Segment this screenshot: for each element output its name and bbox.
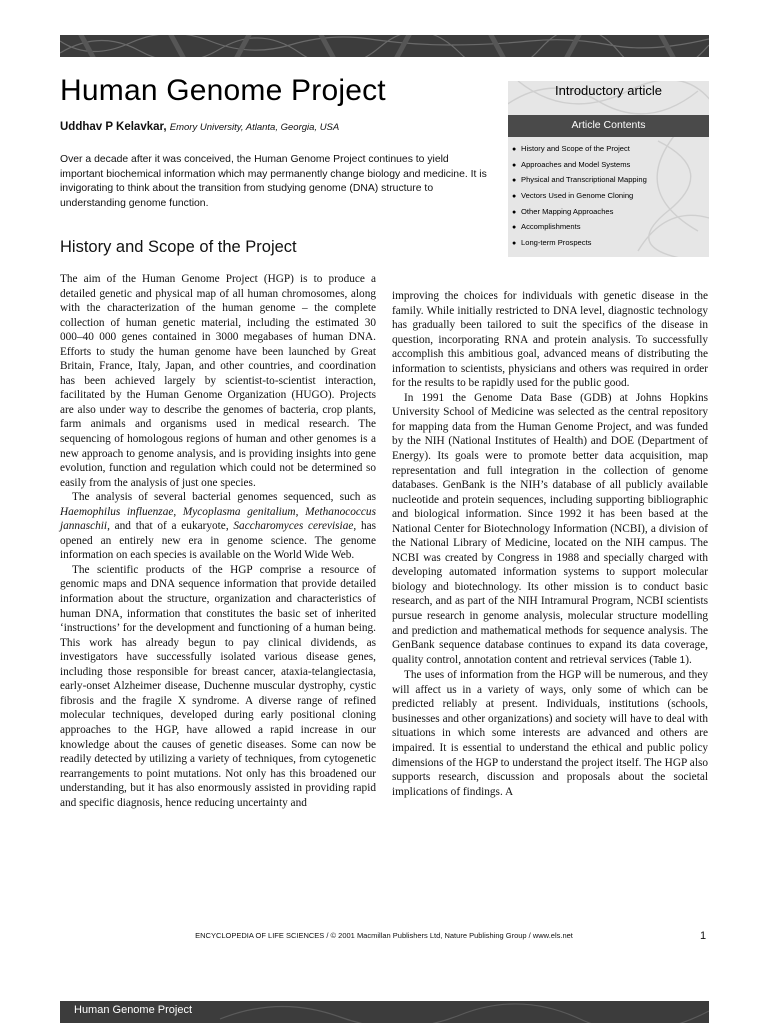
- author-affiliation: Emory University, Atlanta, Georgia, USA: [169, 122, 340, 133]
- contents-item-label: Approaches and Model Systems: [521, 159, 631, 169]
- body-paragraph: The analysis of several bacterial genomes sequenced, such as Haemophilus influenzae, Mycoplasma genitalium, Methanococcus jannaschii, and that of a eukaryote, Saccharomyces cerevisiae, has opened an entirely new era in genome science. The genome information on each species is available on the World Wide Web.: [60, 491, 377, 562]
- bullet-icon: ●: [512, 161, 517, 169]
- article-contents-sidebar: [508, 81, 709, 257]
- author-name: Uddhav P Kelavkar,: [60, 121, 167, 133]
- species-name: Saccharomyces cerevisiae: [233, 520, 354, 533]
- body-paragraph: In 1991 the Genome Data Base (GDB) at Johns Hopkins University School of Medicine was selected as the central repository for mapping data from the Human Genome Project, and was funded by the NIH (National Institutes of Health) and DOE (Department of Energy). Its goals were to promote better data acquisition, map representation and full integration in the collection of genome databases. GenBank is the NIH’s database of all publicly available nucleotide and protein sequences, including supporting bibliographic and biological information. Since 1992 it has been based at the National Center for Biotechnology Information (NCBI), a division of the National Library of Medicine, located on the NIH campus. The NCBI was created by Congress in 1988 and specially charged with developing automated information systems to support molecular biology and biotechnology. Its other mission is to conduct basic research, and as part of the NIH Intramural Program, NCBI scientists pursue research in genome analysis, molecular structure modelling and prediction and mathematical methods for sequence analysis. The GenBank sequence database continues to expand its data coverage, quality control, annotation content and retrieval services (Table 1).: [392, 391, 708, 666]
- contents-item-label: Physical and Transcriptional Mapping: [521, 175, 647, 185]
- contents-item[interactable]: [512, 235, 647, 251]
- bullet-icon: ●: [512, 240, 517, 248]
- contents-item-label: Accomplishments: [521, 222, 581, 232]
- contents-item[interactable]: [512, 188, 647, 204]
- article-contents-label: Article Contents: [571, 119, 646, 131]
- contents-item[interactable]: [512, 157, 647, 173]
- species-name: Mycoplasma genitalium: [182, 505, 296, 518]
- bullet-icon: ●: [512, 177, 517, 185]
- bullet-icon: ●: [512, 208, 517, 216]
- section-heading: History and Scope of the Project: [60, 238, 297, 256]
- body-paragraph: The scientific products of the HGP comprise a resource of genomic maps and DNA sequence information that provide detailed information about the structure, organization and characteristics of human DNA, information that constitutes the basic set of inherited ‘instructions’ for the development and functioning of a human being. This work has already begun to pay clinical dividends, as investigators have successfully isolated various disease genes, including those responsible for breast cancer, ataxia-telangiectasia, early-onset Alzheimer disease, Duchenne muscular dystrophy, cystic fibrosis and the fragile X syndrome. A diverse range of refined molecular techniques, developed during early positional cloning approaches to the HGP, have allowed a rapid increase in our knowledge about the causes of genetic diseases. Some can now be readily detected by utilizing a variety of techniques, from cytogenetic rearrangements to point mutations. Not only has this broadened our understanding, but it has also enormously assisted in providing rapid and specific diagnosis, hence reducing uncertainty and: [60, 563, 376, 809]
- article-contents-list: [512, 141, 647, 251]
- article-title: Human Genome Project: [60, 74, 386, 107]
- header-decorative-band: [60, 35, 709, 57]
- contents-item-label: Vectors Used in Genome Cloning: [521, 191, 634, 201]
- bullet-icon: ●: [512, 146, 517, 153]
- body-paragraph: The uses of information from the HGP will be numerous, and they will affect us in a variety of ways, only some of which can be predicted reliably at present. Individuals, institutions (schools, businesses and other organizations) and society will have to deal with situations in which some interests are advanced and others are impaired. It is essential to understand the ethical and public policy dimensions of the HGP to understand the project itself. The HGP also supports research, discussion and proposals about the societal implications of findings. A: [392, 669, 708, 798]
- article-contents-header: [508, 115, 709, 137]
- abstract: Over a decade after it was conceived, the Human Genome Project continues to yield important biochemical information which may permanently change biology and medicine. It is invigorating to think about the transition from studying genome (DNA) structure to understanding genome function.: [60, 154, 487, 209]
- author-line: [60, 121, 339, 133]
- page-number: 1: [700, 930, 707, 942]
- contents-item[interactable]: [512, 172, 647, 188]
- footer-citation: ENCYCLOPEDIA OF LIFE SCIENCES / © 2001 Macmillan Publishers Ltd, Nature Publishing Group / www.els.net: [195, 931, 573, 940]
- species-name: Methanococcus jannaschii: [60, 505, 376, 533]
- species-name: Haemophilus influenzae: [60, 505, 174, 518]
- contents-item[interactable]: [512, 141, 647, 157]
- bullet-icon: ●: [512, 193, 517, 201]
- body-paragraph: improving the choices for individuals with genetic disease in the family. While initially restricted to DNA level, diagnostic technology has gradually been tailored to suit the specifics of the disease in question, incorporating RNA and protein analysis. To successfully accomplish this ambitious goal, advanced means of distributing the information to scientists, physicians and others was required in order for the results to be rapidly used for the public good.: [392, 290, 708, 390]
- contents-item[interactable]: [512, 204, 647, 220]
- running-title: Human Genome Project: [74, 1004, 192, 1016]
- header-pattern-graphic: [60, 35, 709, 57]
- contents-item-label: History and Scope of the Project: [521, 144, 630, 153]
- bullet-icon: ●: [512, 224, 517, 232]
- contents-item-label: Other Mapping Approaches: [521, 206, 614, 216]
- contents-item[interactable]: [512, 219, 647, 235]
- footer-running-title-band: [60, 1001, 709, 1023]
- body-paragraph: The aim of the Human Genome Project (HGP) is to produce a detailed genetic and physical map of all human chromosomes, along with the characterization of the human genome – the complete collection of human genetic material, including the estimated 30 000–40 000 genes contained in 3000 megabases of human DNA. Efforts to study the human genome have been launched by Great Britain, France, Italy, Japan, and other countries, and coordination has been achieved largely by scientist-to-scientist interaction, facilitated by the Human Genome Organization (HUGO). Projects are also under way to describe the genomes of bacteria, crop plants, farm animals and organisms used in medical research. The sequencing of homologous regions of human and other genomes is a new approach to genome analysis, and is providing insights into gene evolution, function and regulation which could not be determined so easily from the analysis of just one species.: [60, 273, 376, 489]
- article-type-label: Introductory article: [555, 83, 662, 98]
- table-reference-link[interactable]: Table 1: [653, 654, 686, 666]
- body-column-right: [392, 289, 708, 799]
- body-column-left: [60, 272, 376, 810]
- contents-item-label: Long-term Prospects: [521, 238, 592, 248]
